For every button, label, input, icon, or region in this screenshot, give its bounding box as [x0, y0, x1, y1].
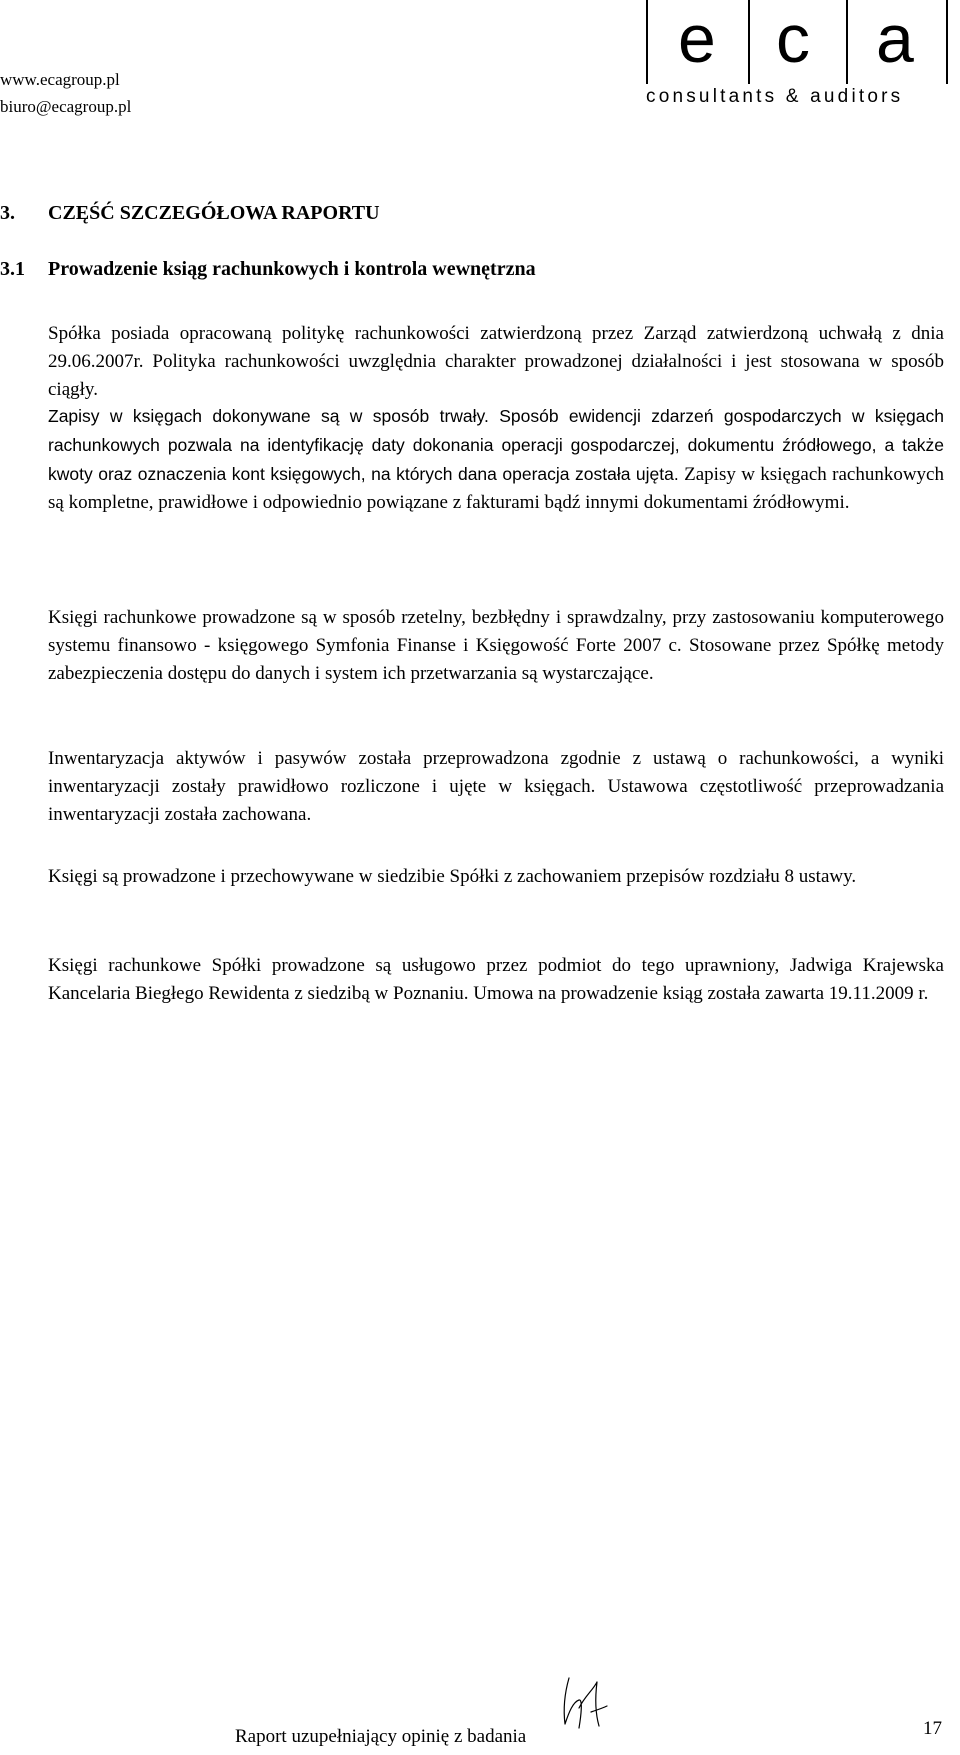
header-contact [0, 66, 131, 120]
logo-letter-c: c [776, 1, 810, 77]
logo-box-c [746, 0, 848, 84]
paragraph-ledger-entries-part1: Zapisy w księgach dokonywane są w sposób trwały. Sposób ewidencji zdarzeń gospodarczych w księgach rachunkowych pozwala na identyfikację daty dokonania operacji gospodarczej, dokumentu źródłowego, a także kwoty oraz oznaczenia kont księgowych, na których dana operacja została ujęta. [48, 406, 944, 484]
section-heading [0, 202, 380, 225]
logo-box-e [646, 0, 750, 84]
email-link[interactable]: biuro@ecagroup.pl [0, 97, 132, 116]
paragraph-accounting-system: Księgi rachunkowe prowadzone są w sposób rzetelny, bezbłędny i sprawdzalny, przy zastosowaniu komputerowego systemu finansowo - księgowego Symfonia Finanse i Księgowość Forte 2007 c. Stosowane przez Spółkę metody zabezpieczenia dostępu do danych i system ich przetwarzania są wystarczające. [48, 607, 944, 684]
paragraph-book-storage: Księgi są prowadzone i przechowywane w siedzibie Spółki z zachowaniem przepisów rozdziału 8 ustawy. [48, 866, 857, 887]
paragraph-accounting-policy: Spółka posiada opracowaną politykę rachunkowości zatwierdzoną przez Zarząd zatwierdzoną uchwałą z dnia 29.06.2007r. Polityka rachunkowości uwzględnia charakter prowadzonej działalności i jest stosowana w sposób ciągły. [48, 323, 944, 400]
paragraph-ledger-entries [48, 402, 944, 517]
section-number: 3. [0, 202, 15, 224]
paragraph-ledger-entries-part2: Zapisy w księgach rachunkowych są kompletne, prawidłowe i odpowiednio powiązane z fakturami bądź innymi dokumentami źródłowymi. [48, 464, 944, 513]
logo-letter-e: e [678, 1, 716, 77]
signature-mark [555, 1672, 610, 1732]
footer-report-title: Raport uzupełniający opinię z badania [235, 1726, 527, 1747]
logo-letter-a: a [876, 1, 914, 77]
subsection-title: Prowadzenie ksiąg rachunkowych i kontrola wewnętrzna [48, 258, 536, 280]
logo-box-a [846, 0, 948, 84]
website-link[interactable]: www.ecagroup.pl [0, 70, 120, 89]
section-title: CZĘŚĆ SZCZEGÓŁOWA RAPORTU [48, 202, 380, 224]
paragraph-bookkeeping-service: Księgi rachunkowe Spółki prowadzone są usługowo przez podmiot do tego uprawniony, Jadwiga Krajewska Kancelaria Biegłego Rewidenta z siedzibą w Poznaniu. Umowa na prowadzenie ksiąg została zawarta 19.11.2009 r. [48, 955, 944, 1004]
subsection-heading [0, 258, 536, 281]
footer-page-number: 17 [923, 1718, 942, 1739]
subsection-number: 3.1 [0, 258, 25, 280]
company-logo [646, 0, 948, 110]
logo-tagline: consultants & auditors [646, 86, 904, 107]
paragraph-inventory: Inwentaryzacja aktywów i pasywów została przeprowadzona zgodnie z ustawą o rachunkowości, a wyniki inwentaryzacji zostały prawidłowo rozliczone i ujęte w księgach. Ustawowa częstotliwość przeprowadzania inwentaryzacji została zachowana. [48, 748, 944, 825]
